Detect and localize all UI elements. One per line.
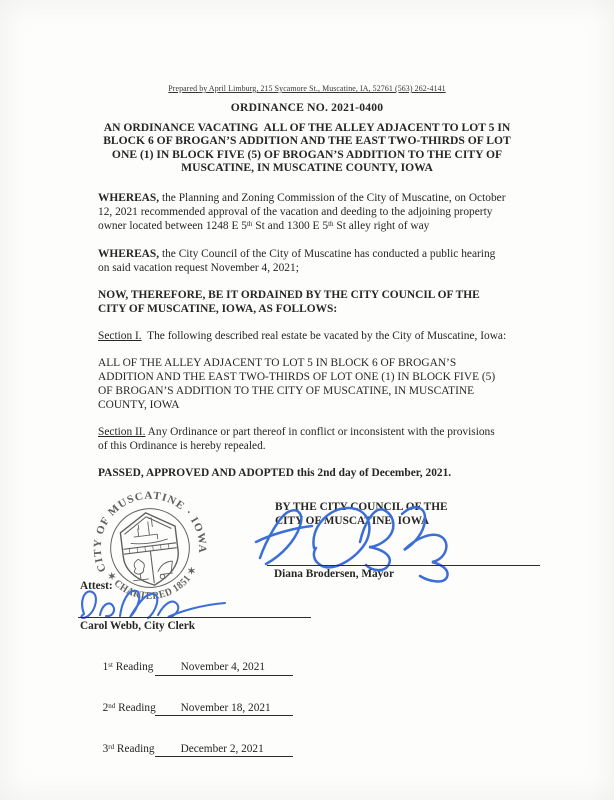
prepared-by-line: Prepared by April Limburg, 215 Sycamore St., Muscatine, IA, 52761 (563) 262-4141	[168, 84, 446, 93]
legal-description	[98, 356, 550, 412]
section-1-label: Section I.	[98, 330, 142, 342]
council-line-2: CITY OF MUSCATINE, IOWA	[275, 514, 429, 527]
clerk-signature-line	[78, 617, 311, 618]
ordained-clause	[98, 288, 550, 316]
reading-row-1: 1st Reading November 4, 2021	[80, 648, 293, 689]
whereas1-line2: 12, 2021 recommended approval of the vacation and deeding to the adjoining property	[98, 206, 493, 218]
seal-top-arc-text: CITY OF MUSCATINE · IOWA	[91, 489, 209, 574]
mayor-signature-line	[267, 565, 540, 566]
seal-tree	[131, 559, 149, 581]
whereas2-line2: on said vacation request November 4, 2021;	[98, 262, 299, 274]
reading-row-2: 2nd Reading November 18, 2021	[80, 689, 293, 730]
title-line-3: ONE (1) IN BLOCK FIVE (5) OF BROGAN’S ADDITION TO THE CITY OF	[111, 147, 503, 161]
legal-line-4: COUNTY, IOWA	[98, 399, 180, 411]
section-2-label: Section II.	[98, 426, 146, 438]
ordinal-superscript: th	[328, 219, 334, 228]
clerk-name: Carol Webb, City Clerk	[80, 620, 196, 632]
document-body	[98, 191, 550, 493]
title-line-2: BLOCK 6 OF BROGAN’S ADDITION AND THE EAST TWO-THIRDS OF LOT	[103, 134, 511, 148]
ordinance-number-heading: ORDINANCE NO. 2021-0400	[230, 101, 384, 114]
whereas1-line1-text: the Planning and Zoning Commission of the City of Muscatine, on October	[159, 192, 506, 204]
title-line-1: AN ORDINANCE VACATING ALL OF THE ALLEY ADJACENT TO LOT 5 IN	[103, 121, 511, 134]
whereas-lead: WHEREAS,	[98, 248, 160, 260]
reading-date-3: December 2, 2021	[155, 743, 293, 757]
whereas-paragraph-2: WHEREAS, the City Council of the City of Muscatine has conducted a public hearing on said vacation request November 4, 2021;	[98, 247, 550, 275]
ordinal-superscript: rd	[108, 742, 115, 751]
ordained-line-2: CITY OF MUSCATINE, IOWA, AS FOLLOWS:	[98, 303, 338, 315]
legal-line-1: ALL OF THE ALLEY ADJACENT TO LOT 5 IN BLOCK 6 OF BROGAN’S	[98, 357, 457, 369]
ordinal-superscript: st	[108, 660, 113, 669]
section-2: Section II. Any Ordinance or part thereof in conflict or inconsistent with the provisions of this Ordinance is hereby repealed.	[98, 425, 550, 453]
title-line-4: MUSCATINE, IN MUSCATINE COUNTY, IOWA	[181, 161, 433, 175]
reading-date-2: November 18, 2021	[155, 702, 293, 716]
ordinal-superscript: th	[246, 219, 253, 228]
legal-line-3: OF BROGAN’S ADDITION TO THE CITY OF MUSCATINE, IN MUSCATINE	[98, 385, 475, 397]
reading-date-1: November 4, 2021	[155, 661, 293, 675]
whereas-lead: WHEREAS,	[98, 192, 160, 204]
section-1: Section I. The following described real estate be vacated by the City of Muscatine, Iowa:	[98, 330, 507, 342]
readings-list	[80, 648, 293, 771]
whereas-paragraph-1	[98, 191, 550, 234]
passed-adopted-line: PASSED, APPROVED AND ADOPTED this 2nd day of December, 2021.	[98, 467, 452, 479]
attest-label: Attest:	[80, 580, 113, 592]
mayor-name: Diana Brodersen, Mayor	[274, 568, 394, 580]
signature-section	[0, 488, 614, 756]
ordained-line-1: NOW, THEREFORE, BE IT ORDAINED BY THE CITY COUNCIL OF THE	[98, 289, 480, 301]
legal-line-2: ADDITION AND THE EAST TWO-THIRDS OF LOT ONE (1) IN BLOCK FIVE (5)	[98, 371, 496, 383]
seal-bottom-arc-text: ✶ CHARTERED 1851 ✶	[104, 564, 200, 602]
ordinal-superscript: nd	[108, 701, 116, 710]
ordinance-title	[0, 121, 614, 175]
svg-text:CITY OF MUSCATINE · IOWA	[86, 488, 210, 574]
section2-line2: of this Ordinance is hereby repealed.	[98, 440, 266, 452]
reading-row-3: 3rd Reading December 2, 2021	[80, 730, 293, 771]
council-line-1: BY THE CITY COUNCIL OF THE	[275, 501, 448, 513]
document-header	[0, 0, 614, 175]
whereas1-line3: owner located between 1248 E 5th St and 1300 E 5th St alley right of way	[98, 219, 430, 232]
